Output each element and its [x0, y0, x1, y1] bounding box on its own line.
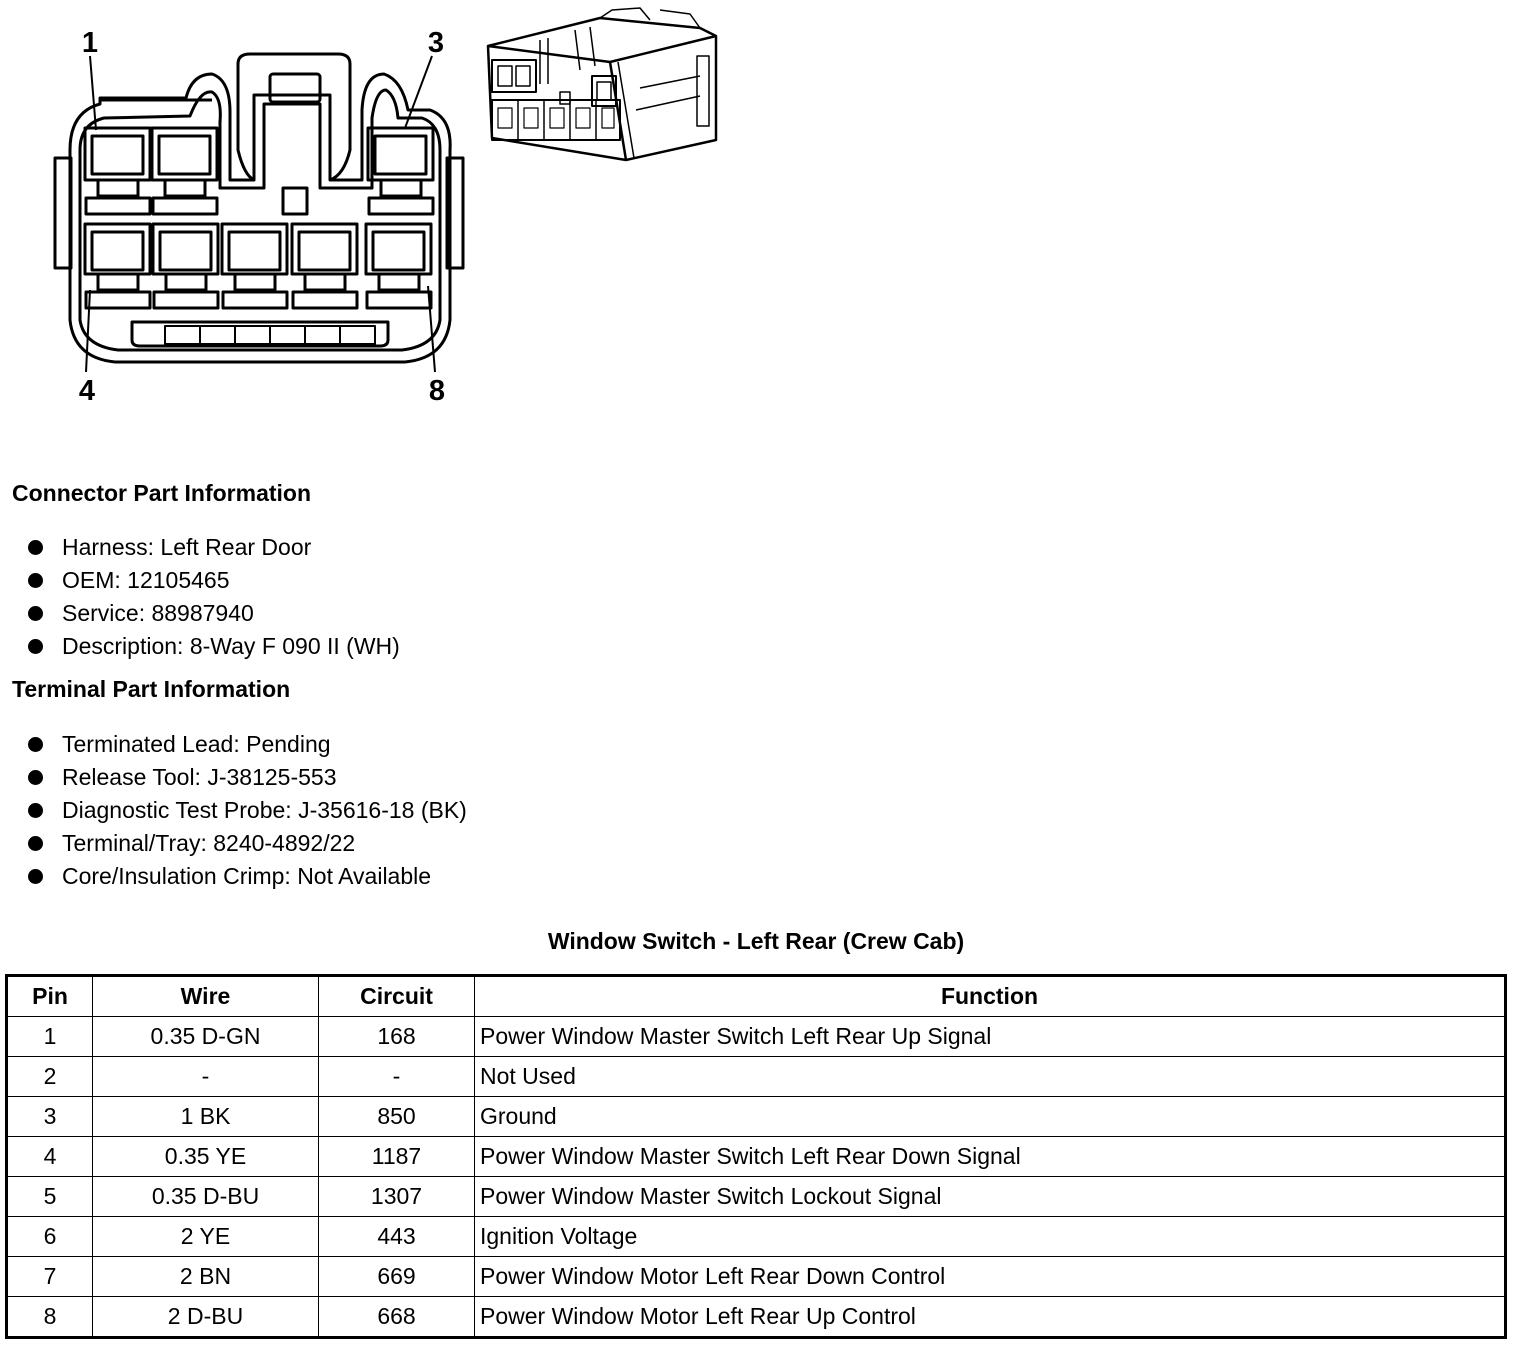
cavity-pin-7: [292, 224, 357, 308]
bullet-icon: [28, 737, 43, 752]
wire-cell: 1 BK: [93, 1097, 319, 1137]
pin-callout-3: 3: [427, 27, 445, 59]
circuit-cell: 668: [319, 1297, 475, 1338]
function-cell: Power Window Motor Left Rear Up Control: [475, 1297, 1506, 1338]
wire-cell: 2 YE: [93, 1217, 319, 1257]
function-cell: Power Window Motor Left Rear Down Control: [475, 1257, 1506, 1297]
list-item: Core/Insulation Crimp: Not Available: [28, 860, 467, 893]
list-item: Service: 88987940: [28, 597, 400, 630]
connector-part-info-heading: Connector Part Information: [12, 480, 312, 506]
pinout-table: [5, 974, 1507, 1339]
function-cell: Ground: [475, 1097, 1506, 1137]
terminal-part-info-heading: Terminal Part Information: [12, 676, 291, 702]
table-title: Window Switch - Left Rear (Crew Cab): [547, 928, 965, 954]
cavity-pin-1: [85, 128, 150, 214]
pin-callout-4: 4: [78, 375, 96, 407]
circuit-cell: 850: [319, 1097, 475, 1137]
pin-cell: 5: [7, 1177, 93, 1217]
function-cell: Power Window Master Switch Lockout Signal: [475, 1177, 1506, 1217]
list-item: Diagnostic Test Probe: J-35616-18 (BK): [28, 794, 467, 827]
bullet-icon: [28, 606, 43, 621]
pin-cell: 2: [7, 1057, 93, 1097]
circuit-cell: 443: [319, 1217, 475, 1257]
column-header-circuit: Circuit: [319, 976, 475, 1017]
list-item: Harness: Left Rear Door: [28, 531, 400, 564]
table-row: [7, 1097, 1506, 1137]
function-cell: Power Window Master Switch Left Rear Up Signal: [475, 1017, 1506, 1057]
cavity-pin-6: [222, 224, 287, 308]
function-cell: Ignition Voltage: [475, 1217, 1506, 1257]
wire-cell: 2 BN: [93, 1257, 319, 1297]
connector-isometric-view: [488, 8, 716, 160]
wire-cell: 0.35 YE: [93, 1137, 319, 1177]
terminal-part-info-list: [28, 728, 467, 893]
connector-diagram: [0, 0, 740, 420]
function-cell: Power Window Master Switch Left Rear Down Signal: [475, 1137, 1506, 1177]
list-item: Terminal/Tray: 8240-4892/22: [28, 827, 467, 860]
cavity-pin-8: [366, 224, 431, 308]
cavity-pin-4: [85, 224, 150, 308]
column-header-function: Function: [475, 976, 1506, 1017]
pin-cell: 3: [7, 1097, 93, 1137]
pin-cell: 8: [7, 1297, 93, 1338]
bullet-icon: [28, 770, 43, 785]
wire-cell: 0.35 D-BU: [93, 1177, 319, 1217]
pin-cell: 4: [7, 1137, 93, 1177]
list-item: Terminated Lead: Pending: [28, 728, 467, 761]
circuit-cell: 1307: [319, 1177, 475, 1217]
column-header-pin: Pin: [7, 976, 93, 1017]
connector-face-view: [55, 54, 463, 372]
wire-cell: 2 D-BU: [93, 1297, 319, 1338]
pin-cell: 1: [7, 1017, 93, 1057]
list-item: Release Tool: J-38125-553: [28, 761, 467, 794]
table-row: [7, 1177, 1506, 1217]
table-row: [7, 1017, 1506, 1057]
pin-callout-1: 1: [81, 27, 99, 59]
bullet-icon: [28, 639, 43, 654]
circuit-cell: 1187: [319, 1137, 475, 1177]
wire-cell: -: [93, 1057, 319, 1097]
wire-cell: 0.35 D-GN: [93, 1017, 319, 1057]
table-row: [7, 1057, 1506, 1097]
table-row: [7, 1137, 1506, 1177]
bullet-icon: [28, 803, 43, 818]
connector-part-info-list: [28, 531, 400, 663]
cavity-pin-3: [368, 128, 433, 214]
bullet-icon: [28, 540, 43, 555]
bullet-icon: [28, 573, 43, 588]
pin-callout-8: 8: [428, 375, 446, 407]
bullet-icon: [28, 869, 43, 884]
list-item: Description: 8-Way F 090 II (WH): [28, 630, 400, 663]
pin-cell: 7: [7, 1257, 93, 1297]
cavity-pin-5: [153, 224, 218, 308]
pin-cell: 6: [7, 1217, 93, 1257]
circuit-cell: -: [319, 1057, 475, 1097]
circuit-cell: 669: [319, 1257, 475, 1297]
circuit-cell: 168: [319, 1017, 475, 1057]
column-header-wire: Wire: [93, 976, 319, 1017]
cavity-pin-2: [152, 128, 217, 214]
function-cell: Not Used: [475, 1057, 1506, 1097]
table-row: [7, 1297, 1506, 1338]
table-header-row: [7, 976, 1506, 1017]
table-row: [7, 1217, 1506, 1257]
list-item: OEM: 12105465: [28, 564, 400, 597]
bullet-icon: [28, 836, 43, 851]
table-row: [7, 1257, 1506, 1297]
